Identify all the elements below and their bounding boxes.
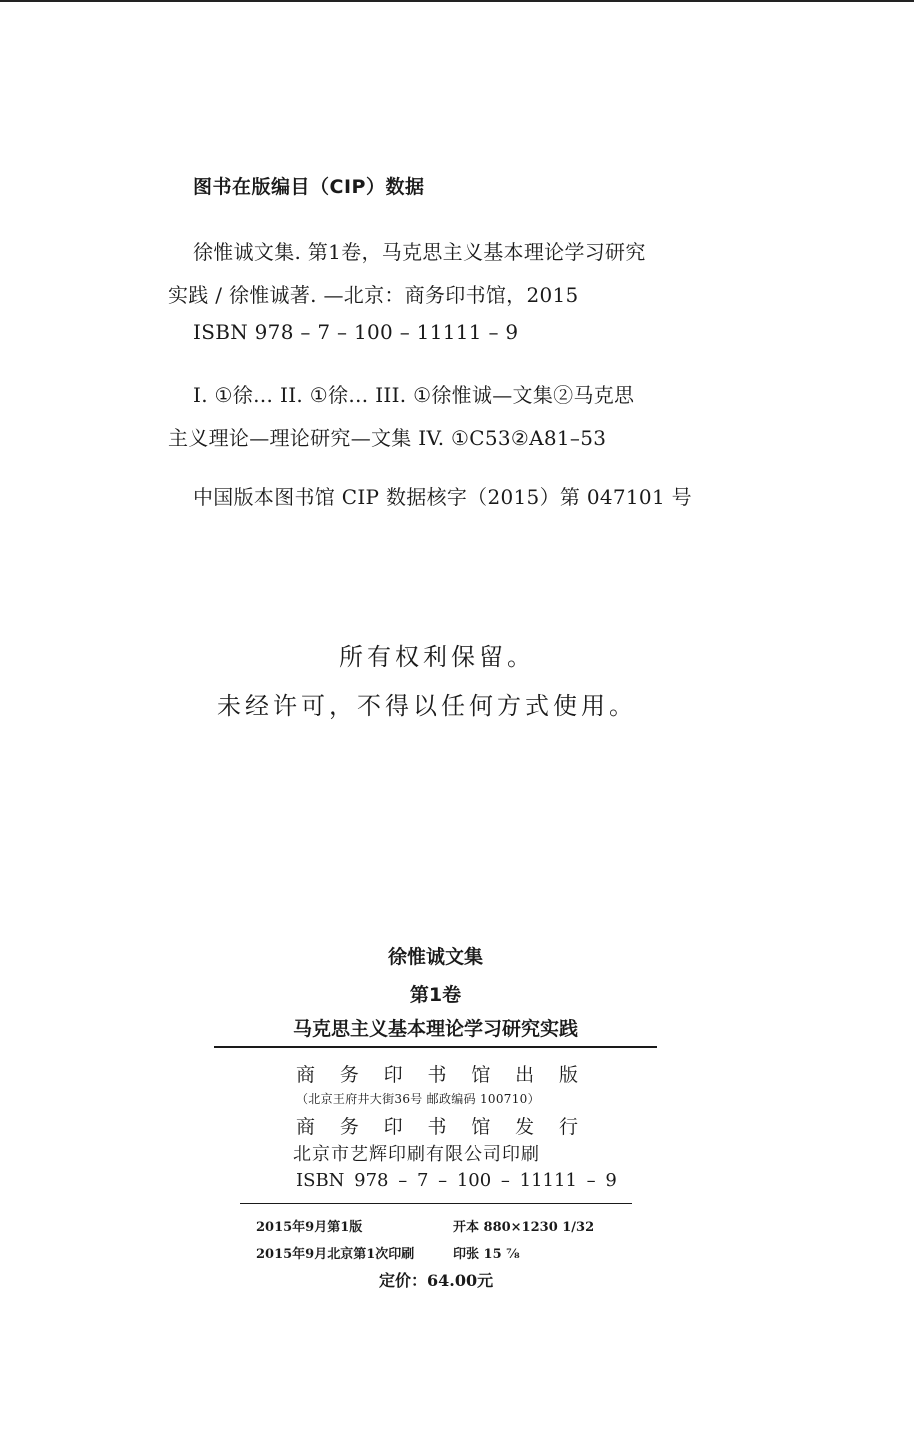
colophon-format: 开本 880×1230 1/32 — [453, 1220, 595, 1235]
colophon-volume: 第1卷 — [409, 984, 462, 1006]
rights-statement-1: 所有权利保留。 — [339, 643, 535, 671]
colophon-printer: 北京市艺辉印刷有限公司印刷 — [293, 1144, 540, 1165]
colophon-middle-rule — [240, 1203, 632, 1204]
colophon-distributor: 商务印书馆发行 — [296, 1116, 578, 1138]
colophon-title: 马克思主义基本理论学习研究实践 — [292, 1018, 578, 1040]
rights-statement-2: 未经许可，不得以任何方式使用。 — [217, 692, 637, 720]
cip-record-number: 中国版本图书馆 CIP 数据核字（2015）第 047101 号 — [193, 485, 692, 509]
colophon-top-rule — [214, 1046, 657, 1048]
colophon-price: 定价：64.00元 — [379, 1271, 494, 1290]
cip-imprint-line: 实践 / 徐惟诚著. —北京：商务印书馆，2015 — [168, 283, 579, 307]
cip-title-line: 徐惟诚文集. 第1卷，马克思主义基本理论学习研究 — [193, 240, 646, 264]
colophon-printing: 2015年9月北京第1次印刷 — [256, 1247, 415, 1262]
colophon-series: 徐惟诚文集 — [387, 946, 483, 968]
cip-subject-line-2: 主义理论—理论研究—文集 IV. ①C53②A81–53 — [168, 426, 607, 450]
colophon-edition: 2015年9月第1版 — [256, 1220, 363, 1235]
cip-subject-line-1: I. ①徐… II. ①徐… III. ①徐惟诚—文集②马克思 — [193, 383, 635, 407]
cip-heading: 图书在版编目（CIP）数据 — [193, 176, 425, 198]
colophon-sheets: 印张 15 ⁷⁄₈ — [453, 1247, 520, 1262]
colophon-address: （北京王府井大街36号 邮政编码 100710） — [296, 1092, 540, 1106]
top-border-line — [0, 0, 914, 2]
cip-isbn-line: ISBN 978 – 7 – 100 – 11111 – 9 — [193, 320, 519, 344]
colophon-publisher: 商务印书馆出版 — [296, 1064, 578, 1086]
colophon-isbn: ISBN 978 – 7 – 100 – 11111 – 9 — [296, 1170, 617, 1191]
